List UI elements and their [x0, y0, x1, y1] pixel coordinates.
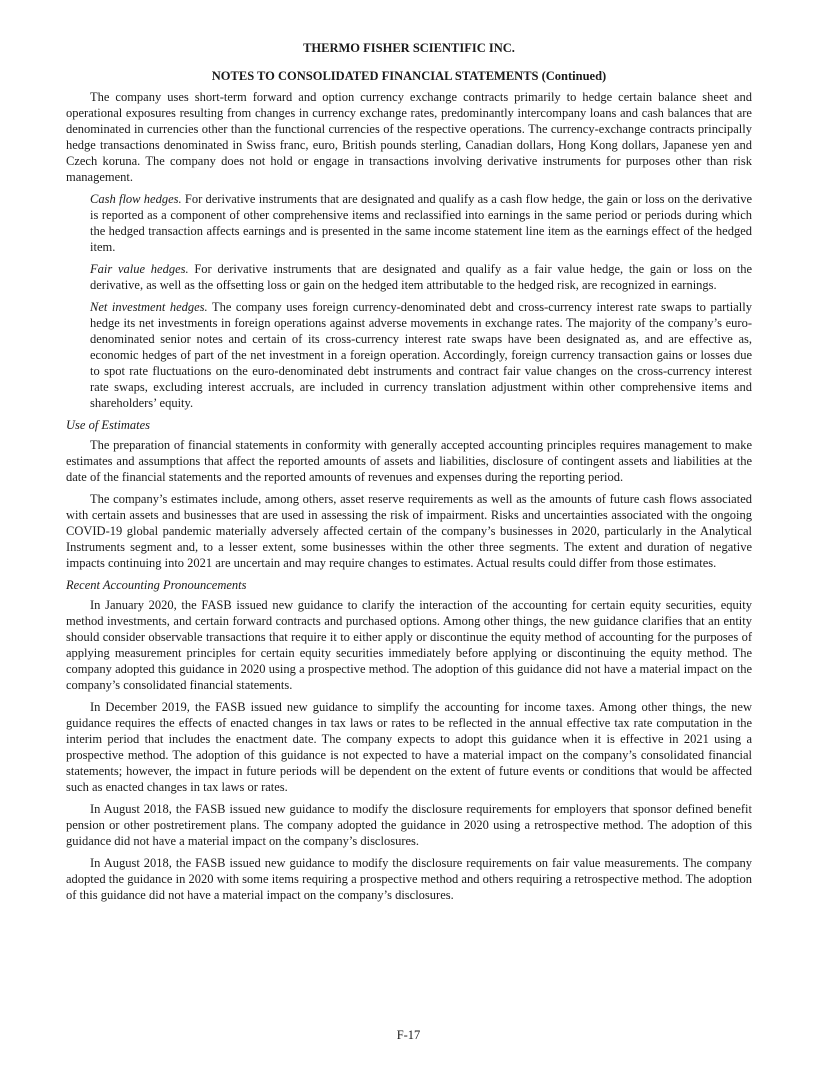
- company-name: THERMO FISHER SCIENTIFIC INC.: [303, 41, 515, 55]
- pronouncement-paragraph-4: In August 2018, the FASB issued new guidance to modify the disclosure requirements on fair value measurements. The company adopted the guidance in 2020 with some items requiring a prospective method and others requiring a retrospective method. The adoption of this guidance did not have a material impact on the company’s disclosures.: [66, 856, 752, 902]
- page-subtitle: NOTES TO CONSOLIDATED FINANCIAL STATEMENTS (Continued): [211, 69, 607, 83]
- pronouncement-paragraph-2: In December 2019, the FASB issued new guidance to simplify the accounting for income taxes. Among other things, the new guidance requires the effects of enacted changes in tax laws or rates to be reflected in the annual effective tax rate computation in the interim period that includes the enactment date. The company expects to adopt this guidance when it is effective in 2021 using a prospective method. The adoption of this guidance is not expected to have a material impact on the company’s consolidated financial statements; however, the impact in future periods will be dependent on the extent of future events or conditions that would be affected such as enacted changes in tax laws or rates.: [66, 700, 752, 794]
- intro-paragraph: The company uses short-term forward and option currency exchange contracts primarily to hedge certain balance sheet and operational exposures resulting from changes in currency exchange rates, predominantly intercompany loans and cash balances that are denominated in currencies other than the functional currencies of the respective operations. The currency-exchange contracts principally hedge transactions denominated in Swiss franc, euro, British pounds sterling, Canadian dollars, Hong Kong dollars, Japanese yen and Czech koruna. The company does not hold or engage in transactions involving derivative instruments for purposes other than risk management.: [66, 90, 752, 184]
- net-investment-hedges-paragraph: [90, 299, 752, 411]
- cash-flow-hedges-lead: Cash flow hedges.: [90, 192, 182, 206]
- fair-value-hedges-lead: Fair value hedges.: [90, 262, 189, 276]
- pronouncement-paragraph-3: In August 2018, the FASB issued new guidance to modify the disclosure requirements for employers that sponsor defined benefit pension or other postretirement plans. The company adopted the guidance in 2020 using a retrospective method. The adoption of this guidance did not have a material impact on the company’s disclosures.: [66, 802, 752, 848]
- cash-flow-hedges-paragraph: [90, 191, 752, 255]
- estimates-paragraph-1: The preparation of financial statements in conformity with generally accepted accounting principles requires management to make estimates and assumptions that affect the reported amounts of assets and liabilities, disclosure of contingent assets and liabilities at the date of the financial statements and the reported amounts of revenues and expenses during the reporting period.: [66, 438, 752, 484]
- cash-flow-hedges-text: For derivative instruments that are designated and qualify as a cash flow hedge, the gain or loss on the derivative is reported as a component of other comprehensive items and reclassified into earnings in the same period or periods during which the hedged transaction affects earnings and is presented in the same income statement line item as the earnings effect of the hedged item.: [90, 192, 752, 254]
- recent-pronouncements-heading: Recent Accounting Pronouncements: [66, 578, 247, 592]
- net-investment-hedges-lead: Net investment hedges.: [90, 300, 208, 314]
- fair-value-hedges-paragraph: [90, 261, 752, 293]
- pronouncement-paragraph-1: In January 2020, the FASB issued new guidance to clarify the interaction of the accounting for certain equity securities, equity method investments, and certain forward contracts and purchased options. Among other things, the new guidance clarifies that an entity should consider observable transactions that require it to either apply or discontinue the equity method of accounting for the purposes of applying measurement principles for certain equity securities immediately before applying or discontinuing the equity method. The company adopted this guidance in 2020 using a prospective method. The adoption of this guidance did not have a material impact on the company’s consolidated financial statements.: [66, 598, 752, 692]
- use-of-estimates-heading: Use of Estimates: [66, 418, 151, 432]
- fair-value-hedges-text: For derivative instruments that are designated and qualify as a fair value hedge, the gain or loss on the derivative, as well as the offsetting loss or gain on the hedged item attributable to the hedged risk, are recognized in earnings.: [90, 262, 752, 292]
- net-investment-hedges-text: The company uses foreign currency-denominated debt and cross-currency interest rate swaps to partially hedge its net investments in foreign operations against adverse movements in exchange rates. The majority of the company’s euro-denominated senior notes and certain of its cross-currency interest rate swaps have been designated as, and are effective as, economic hedges of part of the net investment in a foreign operation. Accordingly, foreign currency transaction gains or losses due to spot rate fluctuations on the euro-denominated debt instruments and contract fair value changes on the cross-currency interest rate swaps, excluding interest accruals, are included in currency translation adjustment within other comprehensive items and shareholders’ equity.: [90, 300, 752, 410]
- page-number: F-17: [396, 1028, 421, 1042]
- estimates-paragraph-2: The company’s estimates include, among others, asset reserve requirements as well as the amounts of future cash flows associated with certain assets and businesses that are used in assessing the risk of impairment. Risks and uncertainties associated with the ongoing COVID-19 global pandemic materially adversely affected certain of the company’s businesses in 2020, particularly in the Analytical Instruments segment and, to a lesser extent, some businesses within the other three segments. The extent and duration of negative impacts continuing into 2021 are uncertain and may require changes to estimates. Actual results could differ from those estimates.: [66, 492, 752, 570]
- document-page: [66, 38, 752, 909]
